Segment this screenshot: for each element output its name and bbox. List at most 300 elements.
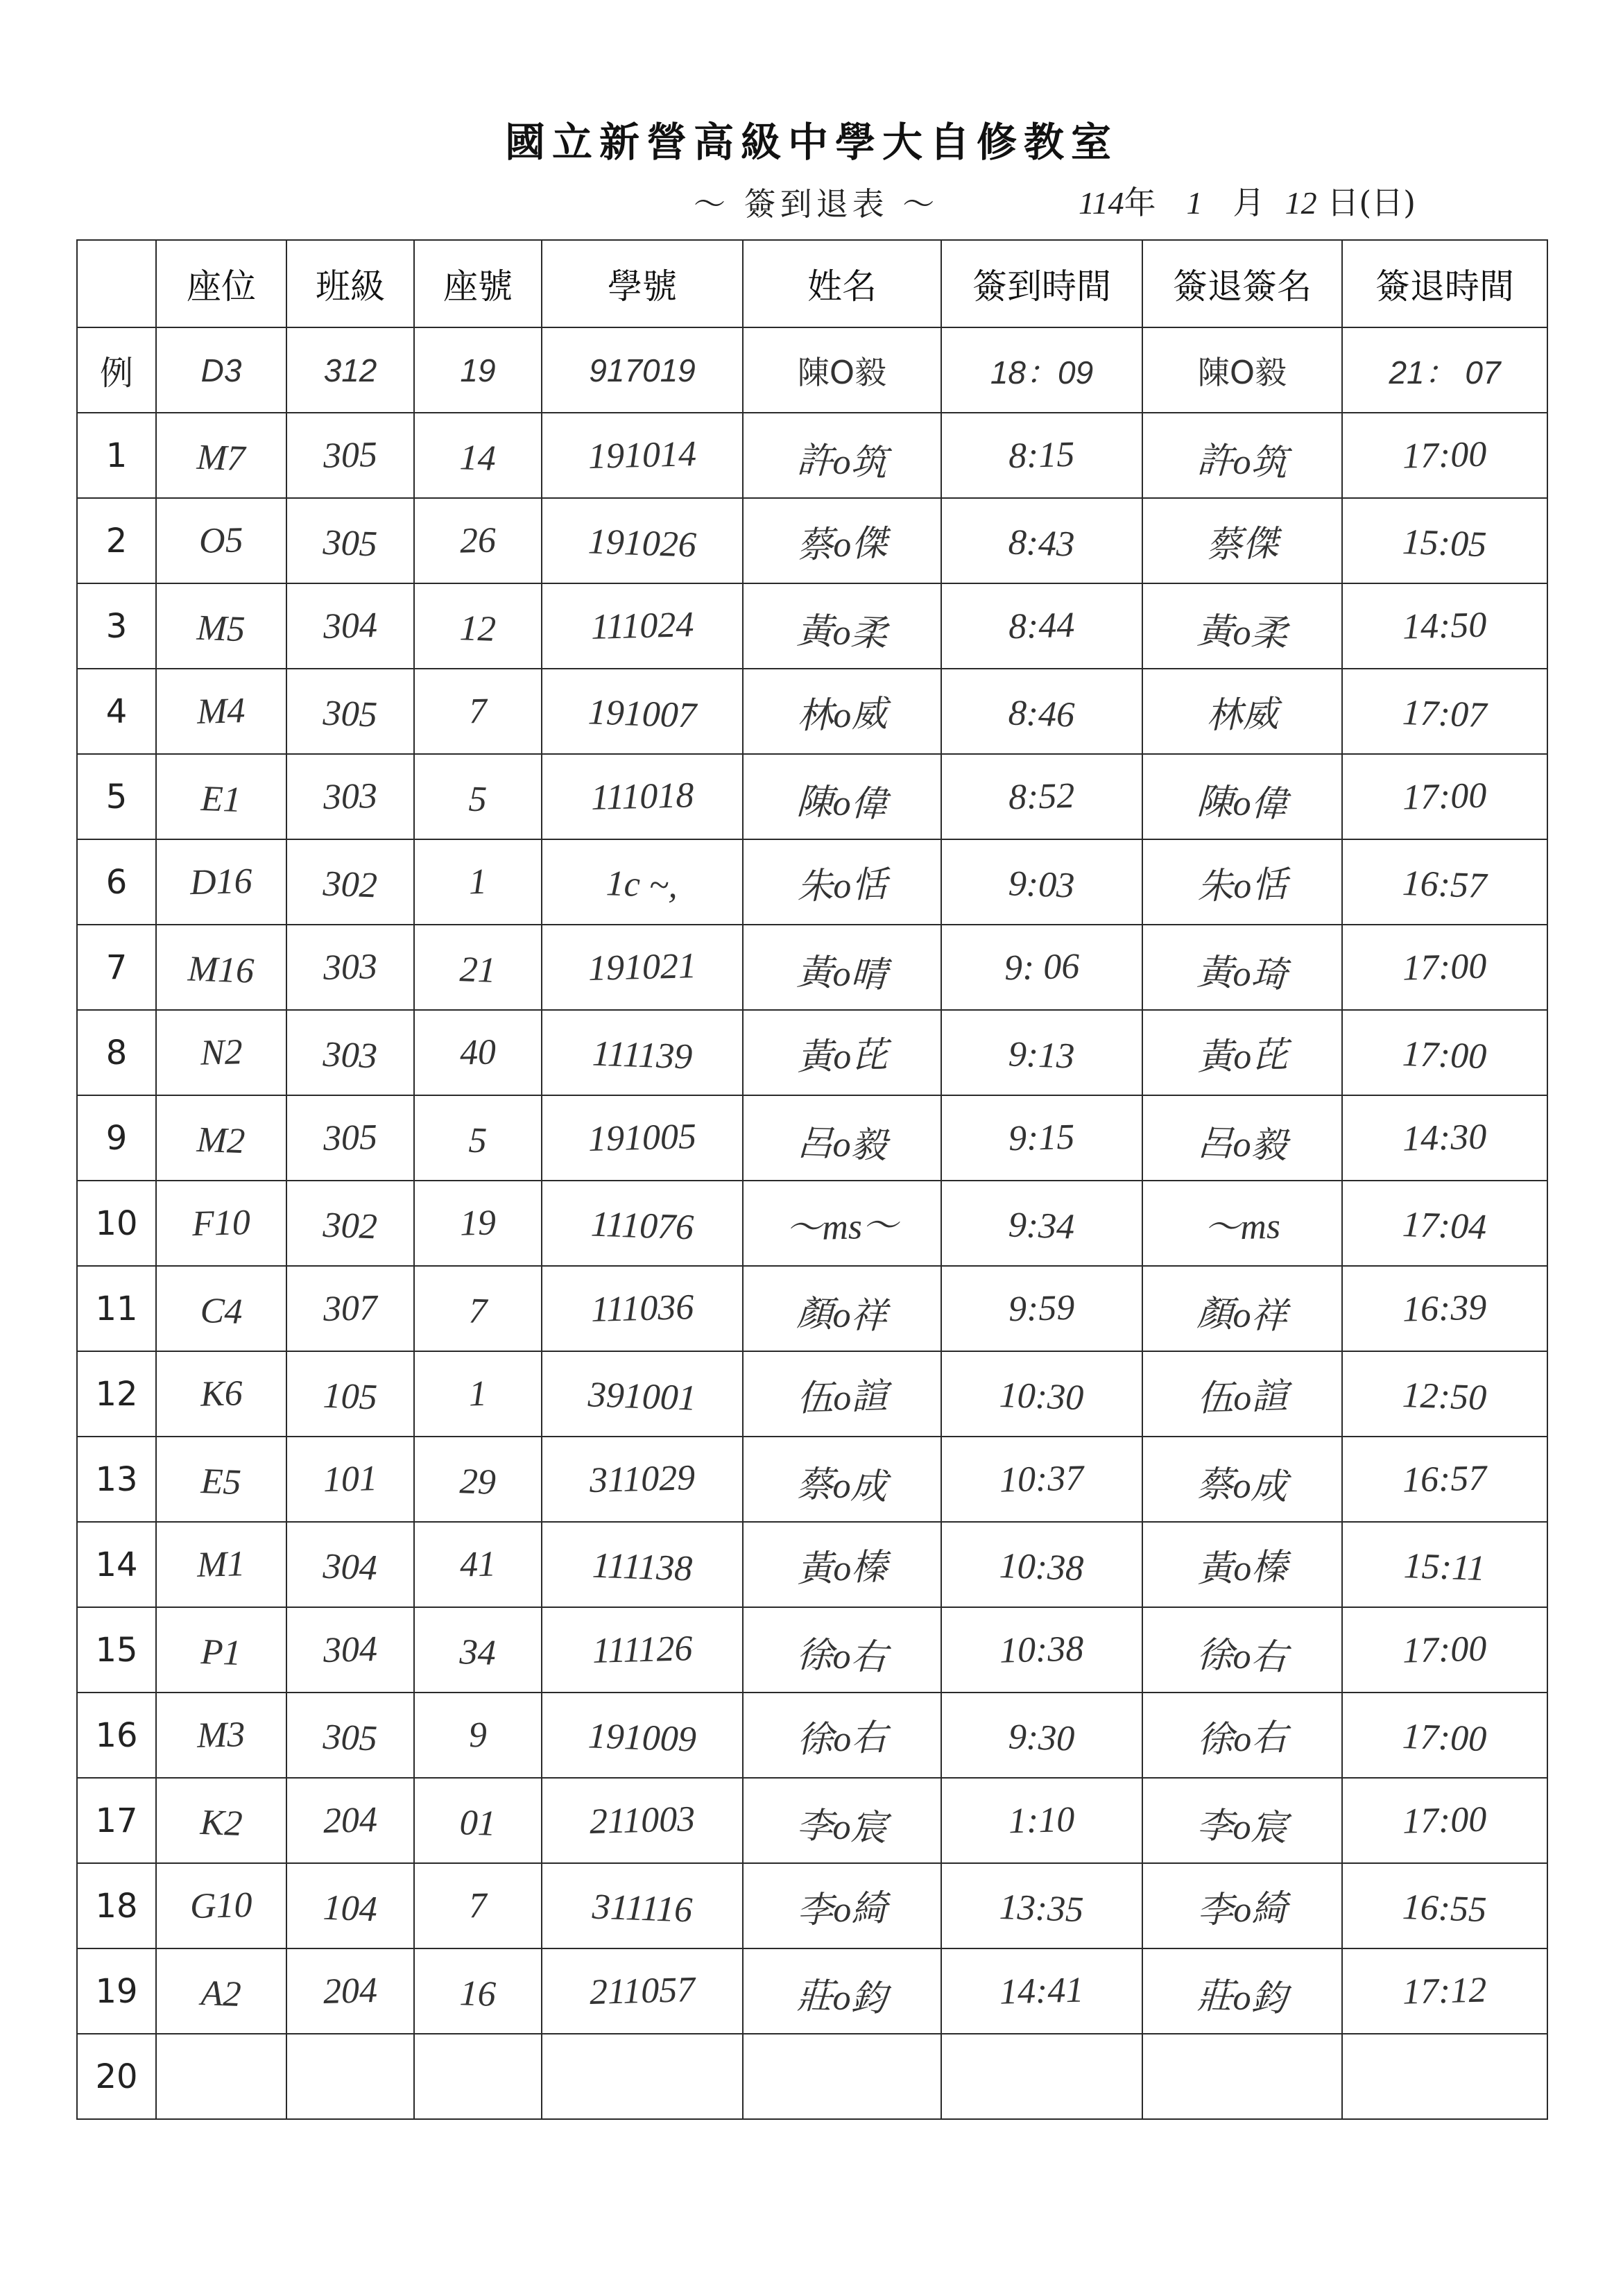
cell-checkin-time (941, 669, 1142, 754)
cell-checkout-signature-text: 徐o右 (1196, 1718, 1288, 1760)
col-header-index (77, 240, 156, 327)
row-index: 5 (77, 754, 156, 839)
cell-checkout-signature (1142, 669, 1342, 754)
cell-checkout-time-text: 16:57 (1402, 863, 1488, 907)
cell-class-text: 307 (323, 1287, 378, 1330)
date-day: 12 (1285, 185, 1317, 221)
cell-checkout-signature (1142, 498, 1342, 583)
cell-checkout-time-text: 14:50 (1402, 605, 1488, 647)
cell-number (414, 498, 542, 583)
cell-checkout-time (1342, 754, 1547, 839)
cell-checkin-time-text: 10:37 (999, 1458, 1085, 1500)
cell-student-id: 917019 (542, 327, 743, 413)
cell-name (743, 1948, 941, 2034)
cell-class-text: 101 (323, 1458, 378, 1500)
cell-student-id (542, 1693, 743, 1778)
cell-checkin-time (941, 583, 1142, 669)
cell-seat (156, 498, 286, 583)
table-row (77, 1437, 1547, 1522)
table-row (77, 1010, 1547, 1095)
cell-student-id-text: 191005 (587, 1116, 697, 1160)
cell-checkin-time-text: 8:43 (1008, 522, 1076, 565)
cell-student-id (542, 1948, 743, 2034)
cell-number (414, 669, 542, 754)
col-header-student-id: 學號 (542, 240, 743, 327)
cell-class (286, 1607, 414, 1693)
cell-student-id-text: 191007 (587, 692, 697, 736)
cell-seat (156, 1437, 286, 1522)
cell-name-text: 許o筑 (796, 440, 888, 484)
cell-student-id (542, 583, 743, 669)
cell-checkin-time (941, 1607, 1142, 1693)
cell-checkout-signature (1142, 925, 1342, 1010)
cell-checkout-signature (1142, 754, 1342, 839)
cell-number (414, 1095, 542, 1181)
table-row (77, 1181, 1547, 1266)
cell-student-id (542, 413, 743, 498)
table-row (77, 2034, 1547, 2119)
cell-checkout-signature-text: 黃o琦 (1196, 952, 1288, 996)
cell-checkout-signature (1142, 1266, 1342, 1351)
cell-seat (156, 1010, 286, 1095)
cell-checkout-time (1342, 2034, 1547, 2119)
cell-checkout-time-text: 17:00 (1402, 1799, 1488, 1842)
cell-class (286, 2034, 414, 2119)
cell-class (286, 1693, 414, 1778)
cell-checkout-signature (1142, 1351, 1342, 1437)
cell-student-id (542, 1522, 743, 1607)
row-index: 16 (77, 1693, 156, 1778)
cell-seat (156, 1778, 286, 1863)
cell-checkin-time-text: 9:15 (1008, 1117, 1076, 1159)
cell-number (414, 1266, 542, 1351)
cell-number-text: 5 (467, 1120, 488, 1161)
cell-number-text: 7 (468, 1885, 488, 1926)
cell-number-text: 7 (468, 691, 488, 732)
row-index: 19 (77, 1948, 156, 2034)
cell-name-text: 黃o柔 (796, 611, 888, 655)
cell-number (414, 1437, 542, 1522)
cell-seat-text: M16 (187, 949, 255, 991)
cell-name (743, 1010, 941, 1095)
cell-class (286, 1863, 414, 1948)
cell-checkin-time (941, 1437, 1142, 1522)
cell-class-text: 305 (322, 522, 378, 565)
cell-seat (156, 1693, 286, 1778)
cell-student-id-text: 111018 (590, 776, 694, 818)
page-title: 國立新營高級中學大自修教室 (504, 119, 1118, 166)
cell-student-id (542, 498, 743, 583)
table-row (77, 1095, 1547, 1181)
cell-name-text: 李o綺 (796, 1889, 888, 1931)
cell-checkout-time-text: 15:11 (1403, 1545, 1486, 1589)
cell-class-text: 204 (323, 1799, 378, 1842)
cell-number-text: 41 (459, 1544, 497, 1585)
cell-class (286, 1266, 414, 1351)
cell-number-text: 26 (459, 520, 497, 561)
cell-number (414, 1607, 542, 1693)
cell-checkout-signature (1142, 1778, 1342, 1863)
cell-checkout-signature-text: 林威 (1205, 694, 1279, 737)
cell-checkin-time (941, 925, 1142, 1010)
cell-name-text: 蔡o傑 (796, 524, 888, 566)
cell-class-text: 204 (323, 1970, 378, 2012)
cell-checkout-signature-text: 陳o偉 (1196, 782, 1288, 825)
cell-student-id-text: 111036 (590, 1287, 694, 1330)
cell-checkout-time-text: 17:00 (1402, 434, 1488, 477)
cell-checkin-time (941, 1181, 1142, 1266)
cell-student-id-text: 391001 (587, 1375, 697, 1419)
cell-number (414, 583, 542, 669)
cell-checkin-time (941, 1863, 1142, 1948)
cell-checkout-time-text: 15:05 (1402, 522, 1488, 565)
cell-class (286, 583, 414, 669)
cell-class: 312 (286, 327, 414, 413)
cell-number (414, 754, 542, 839)
cell-class-text: 302 (322, 1205, 378, 1247)
cell-checkout-time (1342, 498, 1547, 583)
table-row (77, 754, 1547, 839)
cell-name (743, 2034, 941, 2119)
cell-checkout-signature-text: 黃o榛 (1196, 1548, 1288, 1590)
cell-seat-text: M5 (196, 608, 246, 650)
cell-student-id-text: 311116 (591, 1887, 694, 1930)
cell-name (743, 1863, 941, 1948)
signin-table (76, 239, 1548, 2120)
cell-name (743, 1437, 941, 1522)
cell-checkout-signature-text: ～ms (1203, 1206, 1281, 1249)
cell-name (743, 1095, 941, 1181)
cell-name-text: 陳o偉 (796, 782, 888, 825)
cell-checkout-signature (1142, 1010, 1342, 1095)
cell-number-text: 34 (458, 1632, 497, 1673)
cell-name-text: 徐o右 (796, 1718, 888, 1760)
cell-student-id (542, 1778, 743, 1863)
cell-name (743, 1607, 941, 1693)
cell-class (286, 1095, 414, 1181)
cell-checkout-signature (1142, 1863, 1342, 1948)
cell-number (414, 839, 542, 925)
row-index: 17 (77, 1778, 156, 1863)
cell-checkin-time-text: 9:34 (1008, 1205, 1076, 1247)
row-index: 8 (77, 1010, 156, 1095)
cell-student-id (542, 2034, 743, 2119)
table-row (77, 1948, 1547, 2034)
cell-checkout-signature (1142, 1437, 1342, 1522)
row-index: 12 (77, 1351, 156, 1437)
cell-seat (156, 754, 286, 839)
date-year: 114 (1079, 185, 1124, 221)
cell-name (743, 498, 941, 583)
cell-checkout-time (1342, 1266, 1547, 1351)
form-subtitle: ～ 簽到退表 ～ (694, 185, 939, 223)
cell-checkin-time-text: 10:38 (999, 1629, 1085, 1671)
cell-name (743, 754, 941, 839)
cell-seat-text: N2 (199, 1032, 243, 1073)
table-row (77, 1266, 1547, 1351)
cell-checkout-signature-text: 黃o柔 (1196, 611, 1288, 655)
cell-class (286, 1948, 414, 2034)
cell-student-id-text: 111024 (590, 605, 694, 647)
cell-student-id (542, 669, 743, 754)
cell-seat-text: M4 (196, 691, 246, 732)
cell-checkout-time: 21： 07 (1342, 327, 1547, 413)
cell-checkout-signature-text: 伍o諠 (1196, 1377, 1288, 1419)
cell-number-text: 01 (458, 1803, 497, 1844)
cell-checkout-signature (1142, 1607, 1342, 1693)
cell-class-text: 305 (322, 693, 378, 735)
cell-number (414, 1522, 542, 1607)
cell-checkin-time-text: 8:15 (1008, 434, 1076, 477)
cell-checkout-time (1342, 839, 1547, 925)
cell-name (743, 1181, 941, 1266)
cell-seat-text: O5 (198, 520, 244, 561)
cell-checkout-time (1342, 1607, 1547, 1693)
cell-seat (156, 1863, 286, 1948)
cell-number (414, 1693, 542, 1778)
cell-checkout-signature-text: 徐o右 (1196, 1635, 1288, 1679)
cell-seat-text: M1 (196, 1544, 246, 1585)
cell-checkin-time (941, 1351, 1142, 1437)
cell-checkout-time-text: 17:00 (1402, 946, 1488, 988)
row-index: 3 (77, 583, 156, 669)
cell-checkin-time-text: 14:41 (999, 1970, 1085, 2012)
cell-checkout-time-text: 17:00 (1402, 1034, 1488, 1077)
col-header-number: 座號 (414, 240, 542, 327)
date-weekday: (日) (1359, 184, 1416, 221)
cell-class (286, 1778, 414, 1863)
form-date (1079, 178, 1416, 223)
cell-class-text: 303 (323, 946, 378, 988)
cell-checkin-time (941, 1693, 1142, 1778)
cell-checkin-time-text: 10:38 (999, 1545, 1085, 1589)
cell-checkout-signature-text: 呂o毅 (1196, 1123, 1288, 1167)
cell-student-id-text: 111076 (590, 1204, 694, 1248)
cell-seat-text: D16 (189, 861, 253, 903)
cell-seat (156, 669, 286, 754)
cell-checkin-time-text: 8:44 (1008, 605, 1076, 647)
table-row (77, 1522, 1547, 1607)
cell-class-text: 104 (322, 1887, 378, 1930)
cell-student-id-text: 211003 (589, 1799, 696, 1842)
cell-name-text: 李o宸 (796, 1806, 888, 1849)
row-index: 20 (77, 2034, 156, 2119)
cell-seat-text: P1 (200, 1632, 242, 1673)
cell-number-text: 16 (458, 1973, 497, 2014)
cell-checkout-signature-text: 李o綺 (1196, 1889, 1288, 1931)
cell-checkout-signature (1142, 1693, 1342, 1778)
cell-name (743, 1351, 941, 1437)
cell-seat-text: A2 (200, 1973, 242, 2014)
cell-class (286, 1522, 414, 1607)
cell-checkout-signature: 陳O毅 (1142, 327, 1342, 413)
row-index: 18 (77, 1863, 156, 1948)
col-header-name: 姓名 (743, 240, 941, 327)
cell-checkout-signature-text: 顏o祥 (1196, 1294, 1288, 1337)
cell-student-id (542, 1607, 743, 1693)
row-index: 1 (77, 413, 156, 498)
row-index: 13 (77, 1437, 156, 1522)
cell-student-id-text: 111139 (591, 1034, 694, 1077)
cell-seat (156, 413, 286, 498)
cell-name (743, 583, 941, 669)
cell-student-id (542, 839, 743, 925)
cell-number-text: 5 (467, 779, 488, 820)
row-index: 10 (77, 1181, 156, 1266)
cell-name-text: 林o威 (796, 694, 888, 737)
cell-seat (156, 1948, 286, 2034)
table-row (77, 1693, 1547, 1778)
cell-name: 陳O毅 (743, 327, 941, 413)
cell-checkout-time-text: 14:30 (1402, 1117, 1488, 1159)
cell-student-id-text: 111138 (591, 1545, 694, 1589)
cell-number-text: 29 (458, 1462, 497, 1502)
cell-class (286, 669, 414, 754)
cell-checkin-time (941, 1778, 1142, 1863)
cell-checkout-time-text: 17:04 (1402, 1204, 1488, 1248)
cell-number-text: 7 (467, 1291, 488, 1332)
cell-seat (156, 2034, 286, 2119)
cell-checkout-time-text: 16:57 (1402, 1458, 1488, 1500)
cell-checkin-time (941, 2034, 1142, 2119)
cell-checkout-signature (1142, 413, 1342, 498)
cell-name (743, 1778, 941, 1863)
cell-checkout-signature-text: 蔡o成 (1196, 1464, 1288, 1508)
cell-class (286, 925, 414, 1010)
cell-name (743, 413, 941, 498)
cell-student-id-text: 191009 (587, 1716, 697, 1760)
cell-seat-text: F10 (191, 1202, 251, 1244)
cell-number-text: 40 (459, 1032, 497, 1073)
cell-name-text: 伍o諠 (796, 1377, 888, 1419)
cell-class (286, 1181, 414, 1266)
cell-checkout-time (1342, 1778, 1547, 1863)
cell-checkout-time-text: 16:39 (1402, 1287, 1488, 1330)
table-row (77, 1607, 1547, 1693)
cell-seat (156, 925, 286, 1010)
cell-student-id-text: 111126 (592, 1629, 693, 1671)
cell-class (286, 498, 414, 583)
cell-checkout-time (1342, 413, 1547, 498)
cell-seat-text: E1 (200, 779, 242, 820)
col-header-checkout-time: 簽退時間 (1342, 240, 1547, 327)
cell-student-id (542, 925, 743, 1010)
row-index: 11 (77, 1266, 156, 1351)
cell-class (286, 1351, 414, 1437)
cell-checkout-time (1342, 1437, 1547, 1522)
cell-seat (156, 1351, 286, 1437)
cell-name-text: ～ms～ (785, 1206, 899, 1249)
cell-number (414, 1181, 542, 1266)
cell-seat (156, 1095, 286, 1181)
cell-number (414, 413, 542, 498)
cell-checkout-time (1342, 1181, 1547, 1266)
cell-checkout-time-text: 17:00 (1402, 1629, 1488, 1671)
row-index: 14 (77, 1522, 156, 1607)
cell-student-id (542, 1437, 743, 1522)
cell-checkout-signature (1142, 1095, 1342, 1181)
cell-checkout-signature-text: 許o筑 (1196, 440, 1288, 484)
cell-checkin-time (941, 1095, 1142, 1181)
cell-checkout-time (1342, 1948, 1547, 2034)
cell-class (286, 754, 414, 839)
cell-checkin-time (941, 1010, 1142, 1095)
cell-checkin-time-text: 8:52 (1008, 776, 1076, 818)
table-header-row (77, 240, 1547, 327)
table-row (77, 839, 1547, 925)
date-month: 1 (1186, 185, 1203, 221)
cell-checkout-signature-text: 朱o恬 (1196, 865, 1288, 907)
cell-class (286, 1010, 414, 1095)
cell-name (743, 925, 941, 1010)
cell-seat-text: K2 (199, 1802, 243, 1844)
cell-number (414, 2034, 542, 2119)
cell-checkout-time (1342, 1863, 1547, 1948)
cell-student-id-text: 191026 (587, 522, 697, 565)
cell-checkin-time-text: 9:13 (1008, 1034, 1076, 1077)
cell-name-text: 黃o芘 (796, 1036, 888, 1078)
example-row (77, 327, 1547, 413)
cell-checkin-time-text: 9: 06 (1004, 946, 1080, 988)
cell-number (414, 1010, 542, 1095)
cell-checkin-time (941, 498, 1142, 583)
cell-checkin-time (941, 754, 1142, 839)
cell-class-text: 305 (322, 1717, 378, 1759)
cell-checkin-time (941, 1266, 1142, 1351)
cell-seat (156, 583, 286, 669)
cell-number (414, 1948, 542, 2034)
cell-name-text: 莊o鈞 (796, 1976, 888, 2020)
col-header-class: 班級 (286, 240, 414, 327)
cell-checkout-signature (1142, 2034, 1342, 2119)
cell-checkout-signature-text: 黃o芘 (1196, 1036, 1288, 1078)
cell-class-text: 305 (323, 1117, 378, 1159)
cell-checkin-time-text: 9:03 (1008, 864, 1076, 906)
cell-seat (156, 1607, 286, 1693)
cell-seat-text: C4 (199, 1290, 243, 1333)
row-index: 9 (77, 1095, 156, 1181)
cell-checkout-signature (1142, 583, 1342, 669)
date-year-unit: 年 (1124, 184, 1156, 221)
cell-class-text: 304 (323, 1629, 378, 1671)
cell-number (414, 1778, 542, 1863)
table-row (77, 413, 1547, 498)
cell-seat-text: E5 (200, 1462, 242, 1502)
cell-checkout-time (1342, 925, 1547, 1010)
cell-checkout-time (1342, 1010, 1547, 1095)
cell-number (414, 1351, 542, 1437)
cell-student-id (542, 1181, 743, 1266)
cell-checkout-time-text: 17:00 (1402, 1716, 1488, 1760)
date-day-unit: 日 (1327, 184, 1359, 221)
table-row (77, 498, 1547, 583)
cell-checkout-time-text: 12:50 (1402, 1375, 1488, 1419)
cell-class (286, 839, 414, 925)
cell-name-text: 黃o晴 (796, 952, 888, 996)
cell-name-text: 蔡o成 (796, 1464, 888, 1508)
cell-class-text: 302 (322, 864, 378, 906)
cell-name-text: 黃o榛 (796, 1548, 888, 1590)
cell-seat-text: M3 (196, 1715, 246, 1756)
cell-student-id-text: 191021 (587, 945, 697, 989)
cell-number (414, 1863, 542, 1948)
cell-seat-text: M2 (196, 1120, 246, 1162)
cell-checkout-signature-text: 李o宸 (1196, 1806, 1288, 1849)
cell-class-text: 305 (323, 434, 378, 477)
cell-checkin-time (941, 1522, 1142, 1607)
cell-checkout-signature-text: 莊o鈞 (1196, 1976, 1288, 2020)
cell-checkin-time (941, 413, 1142, 498)
